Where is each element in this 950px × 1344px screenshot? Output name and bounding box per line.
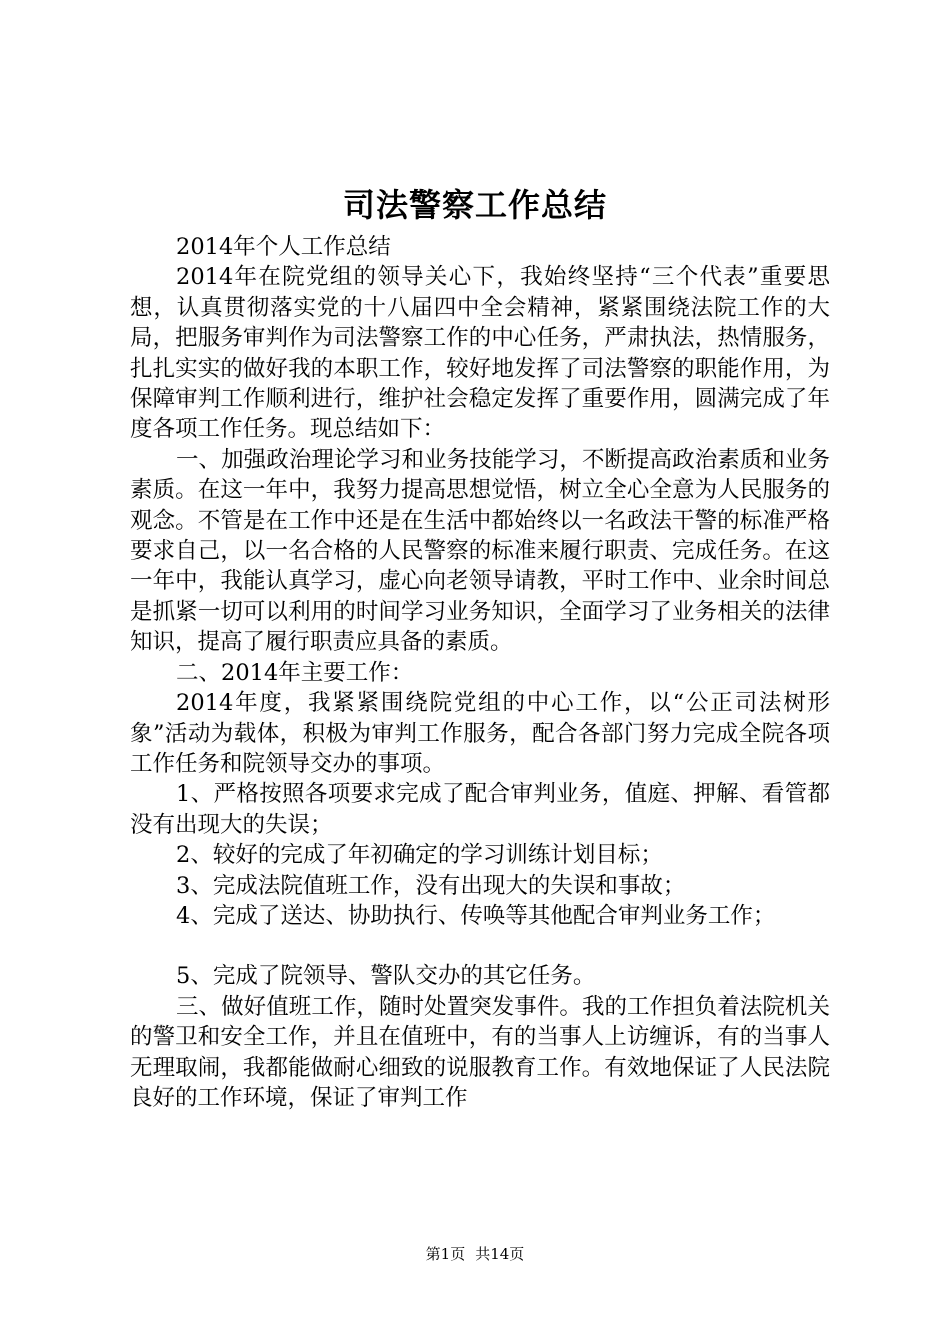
paragraph-item-3: 3、完成法院值班工作，没有出现大的失误和事故；: [176, 872, 686, 899]
paragraph-item-2: 2、较好的完成了年初确定的学习训练计划目标；: [176, 842, 663, 869]
document-title: 司法警察工作总结: [342, 186, 607, 224]
paragraph-intro: 2014年在院党组的领导关心下，我始终坚持“三个代表”重要思想，认真贯彻落实党的十八届四中全会精神，紧紧围绕法院工作的大局，把服务审判作为司法警察工作的中心任务，严肃执法，热情服务，扎扎实实的做好我的本职工作，较好地发挥了司法警察的职能作用，为保障审判工作顺利进行，维护社会稳定发挥了重要作用，圆满完成了年度各项工作任务。现总结如下：: [130, 264, 830, 443]
document-body: [130, 232, 830, 1113]
paragraph-section-3: 三、做好值班工作，随时处置突发事件。我的工作担负着法院机关的警卫和安全工作，并且在值班中，有的当事人上访缠诉，有的当事人无理取闹，我都能做耐心细致的说服教育工作。有效地保证了人民法院良好的工作环境，保证了审判工作: [130, 993, 830, 1111]
page-total: 共14页: [475, 1245, 525, 1263]
page-number: 第1页: [425, 1245, 466, 1263]
paragraph-item-4: 4、完成了送达、协助执行、传唤等其他配合审判业务工作；: [176, 902, 776, 929]
page-footer: [0, 1244, 950, 1264]
paragraph-item-1: 1、严格按照各项要求完成了配合审判业务，值庭、押解、看管都没有出现大的失误；: [130, 781, 830, 838]
paragraph-section-2-heading: 二、2014年主要工作：: [176, 659, 414, 686]
paragraph-section-2-body: 2014年度，我紧紧围绕院党组的中心工作，以“公正司法树形象”活动为载体，积极为审判工作服务，配合各部门努力完成全院各项工作任务和院领导交办的事项。: [130, 690, 830, 777]
paragraph-subtitle: 2014年个人工作总结: [176, 234, 391, 260]
paragraph-section-1: 一、加强政治理论学习和业务技能学习，不断提高政治素质和业务素质。在这一年中，我努力提高思想觉悟，树立全心全意为人民服务的观念。不管是在工作中还是在生活中都始终以一名政法干警的标准严格要求自己，以一名合格的人民警察的标准来履行职责、完成任务。在这一年中，我能认真学习，虚心向老领导请教，平时工作中、业余时间总是抓紧一切可以利用的时间学习业务知识，全面学习了业务相关的法律知识，提高了履行职责应具备的素质。: [130, 446, 830, 656]
paragraph-item-5: 5、完成了院领导、警队交办的其它任务。: [176, 963, 596, 990]
